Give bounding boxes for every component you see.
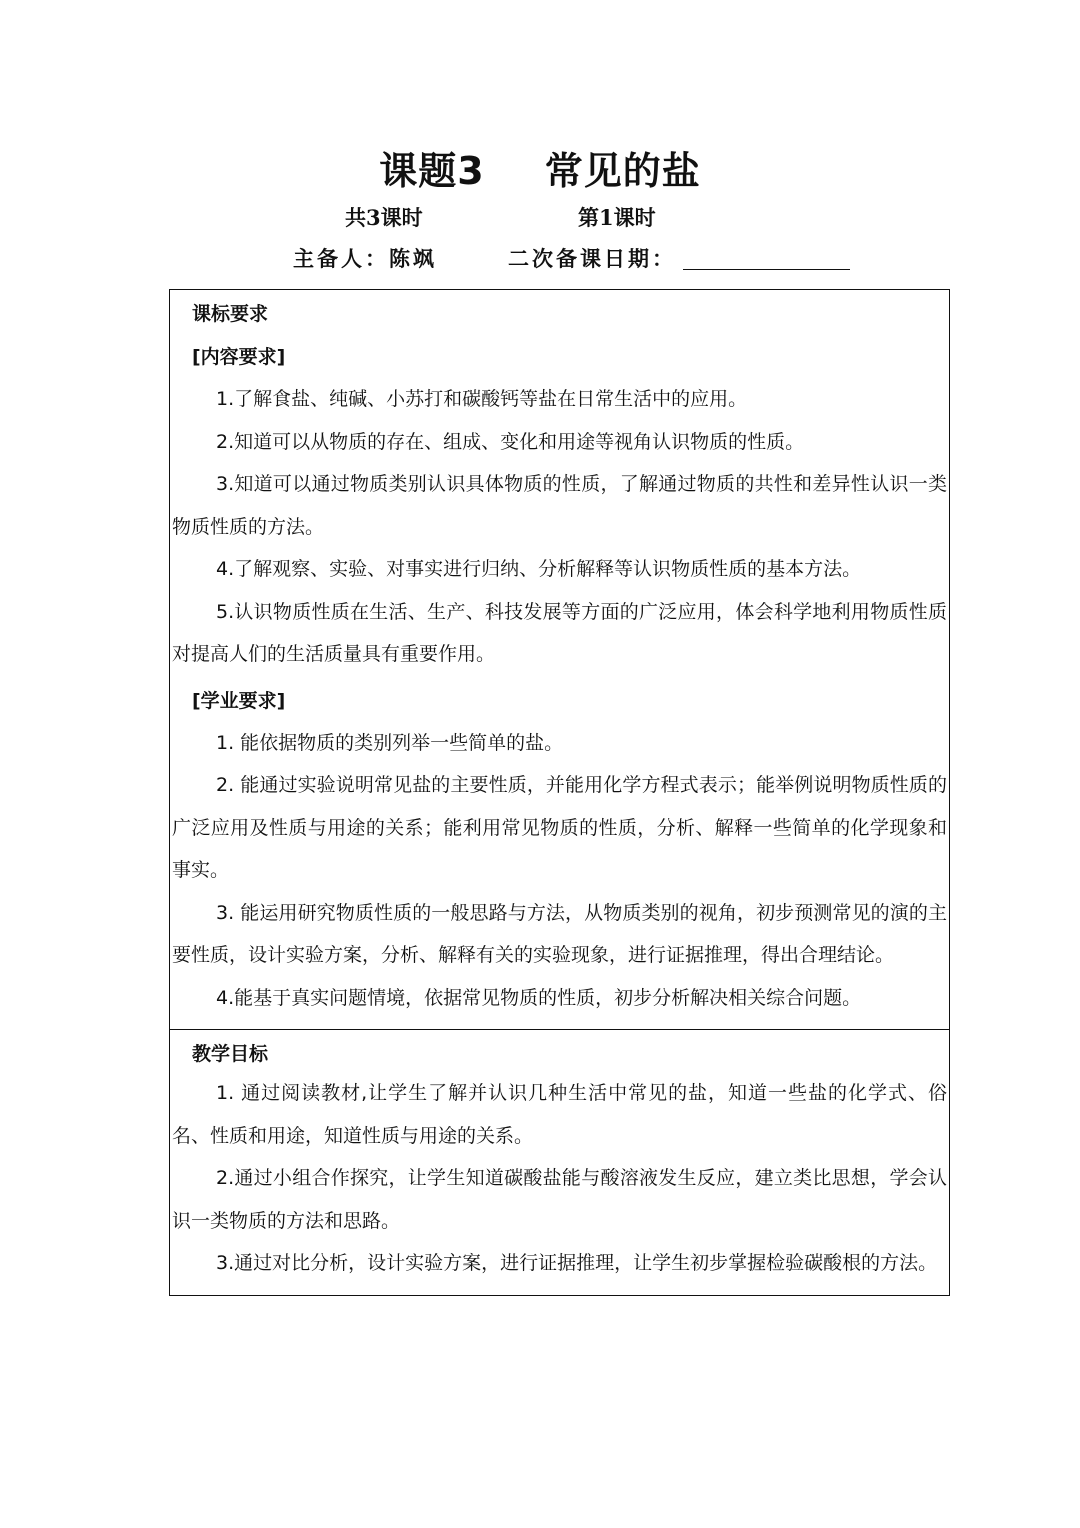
objective-item: 2.通过小组合作探究，让学生知道碳酸盐能与酸溶液发生反应，建立类比思想，学会认识一类物质的方法和思路。: [172, 1167, 947, 1232]
second-prep-date-label: 二次备课日期：: [508, 246, 676, 271]
curriculum-heading: 课标要求: [192, 303, 269, 325]
content-item: 3.知道可以通过物质类别认识具体物质的性质，了解通过物质的共性和差异性认识一类物质性质的方法。: [172, 473, 947, 538]
content-item: 5.认识物质性质在生活、生产、科技发展等方面的广泛应用，体会科学地利用物质性质对提高人们的生活质量具有重要作用。: [172, 600, 947, 665]
lesson-plan-table: [169, 289, 950, 1296]
objectives-heading: 教学目标: [192, 1043, 269, 1065]
academic-item: 3. 能运用研究物质性质的一般思路与方法，从物质类别的视角，初步预测常见的演的主要性质，设计实验方案，分析、解释有关的实验现象，进行证据推理，得出合理结论。: [172, 901, 947, 966]
lesson-number: 课题3: [379, 149, 485, 193]
academic-requirements-heading: [学业要求]: [192, 689, 286, 712]
academic-item: 1. 能依据物质的类别列举一些简单的盐。: [216, 731, 564, 754]
content-item: 4.了解观察、实验、对事实进行归纳、分析解释等认识物质性质的基本方法。: [216, 558, 862, 580]
lesson-title: [0, 140, 1080, 195]
academic-item: 2. 能通过实验说明常见盐的主要性质，并能用化学方程式表示；能举例说明物质性质的广泛应用及性质与用途的关系；能利用常见物质的性质，分析、解释一些简单的化学现象和事实。: [172, 774, 947, 881]
second-prep-date-field[interactable]: [683, 269, 850, 270]
curriculum-section: [170, 290, 949, 1029]
lesson-topic: 常见的盐: [544, 149, 701, 193]
content-requirements-heading: [内容要求]: [192, 346, 286, 368]
preparer: 主备人：陈飒: [293, 246, 437, 271]
objectives-section: [170, 1029, 949, 1295]
objective-item: 3.通过对比分析，设计实验方案，进行证据推理，让学生初步掌握检验碳酸根的方法。: [216, 1252, 938, 1274]
content-item: 2.知道可以从物质的存在、组成、变化和用途等视角认识物质的性质。: [216, 430, 805, 453]
total-hours: 共3课时: [345, 205, 423, 230]
content-item: 1.了解食盐、纯碱、小苏打和碳酸钙等盐在日常生活中的应用。: [216, 388, 748, 410]
current-hour: 第1课时: [578, 205, 656, 230]
objective-item: 1. 通过阅读教材,让学生了解并认识几种生活中常见的盐，知道一些盐的化学式、俗名、性质和用途，知道性质与用途的关系。: [172, 1082, 947, 1147]
academic-item: 4.能基于真实问题情境，依据常见物质的性质，初步分析解决相关综合问题。: [216, 986, 862, 1009]
